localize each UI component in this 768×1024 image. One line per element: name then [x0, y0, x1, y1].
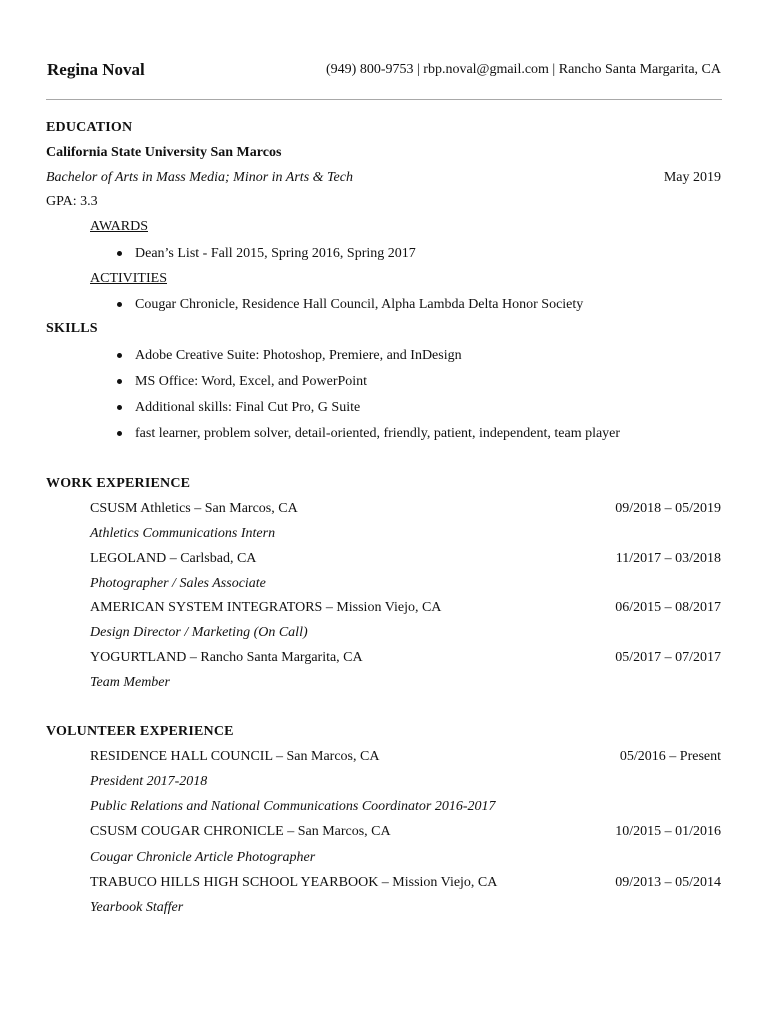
bullet-icon [117, 302, 122, 307]
bullet-icon [117, 405, 122, 410]
school-name: California State University San Marcos [46, 145, 282, 160]
job-dates: 09/2018 – 05/2019 [615, 501, 721, 516]
gpa: GPA: 3.3 [46, 194, 98, 209]
skill-item: fast learner, problem solver, detail-oriented, friendly, patient, independent, team player [135, 426, 621, 441]
job-role: Team Member [90, 675, 170, 690]
graduation-date: May 2019 [663, 170, 721, 185]
volunteer-dates: 09/2013 – 05/2014 [615, 875, 721, 890]
job-dates: 11/2017 – 03/2018 [615, 551, 721, 566]
job-dates: 05/2017 – 07/2017 [615, 650, 721, 665]
contact-info: (949) 800-9753 | rbp.noval@gmail.com | Rancho Santa Margarita, CA [326, 62, 721, 77]
volunteer-dates: 05/2016 – Present [619, 749, 721, 764]
work-heading: WORK EXPERIENCE [46, 476, 191, 491]
skill-item: Adobe Creative Suite: Photoshop, Premiere, and InDesign [135, 348, 462, 363]
header-divider [46, 99, 722, 100]
volunteer-heading: VOLUNTEER EXPERIENCE [46, 724, 234, 739]
volunteer-role: Cougar Chronicle Article Photographer [90, 850, 316, 865]
bullet-icon [117, 353, 122, 358]
activity-item: Cougar Chronicle, Residence Hall Council, Alpha Lambda Delta Honor Society [135, 297, 584, 312]
volunteer-dates: 10/2015 – 01/2016 [615, 824, 721, 839]
volunteer-role: Yearbook Staffer [90, 900, 184, 915]
activities-heading: ACTIVITIES [90, 271, 167, 286]
bullet-icon [117, 379, 122, 384]
bullet-icon [117, 431, 122, 436]
job-org: LEGOLAND – Carlsbad, CA [90, 551, 257, 566]
skill-item: Additional skills: Final Cut Pro, G Suite [135, 400, 361, 415]
job-org: AMERICAN SYSTEM INTEGRATORS – Mission Viejo, CA [90, 600, 442, 615]
skills-heading: SKILLS [46, 321, 98, 336]
job-org: CSUSM Athletics – San Marcos, CA [90, 501, 298, 516]
degree: Bachelor of Arts in Mass Media; Minor in Arts & Tech [46, 170, 353, 185]
awards-heading: AWARDS [90, 219, 148, 234]
volunteer-org: RESIDENCE HALL COUNCIL – San Marcos, CA [90, 749, 380, 764]
skill-item: MS Office: Word, Excel, and PowerPoint [135, 374, 368, 389]
volunteer-role: President 2017-2018 [90, 774, 208, 789]
education-heading: EDUCATION [46, 120, 133, 135]
job-org: YOGURTLAND – Rancho Santa Margarita, CA [90, 650, 363, 665]
job-role: Athletics Communications Intern [90, 526, 276, 541]
job-role: Photographer / Sales Associate [90, 576, 266, 591]
bullet-icon [117, 251, 122, 256]
resume-name: Regina Noval [47, 60, 145, 79]
job-dates: 06/2015 – 08/2017 [615, 600, 721, 615]
job-role: Design Director / Marketing (On Call) [90, 625, 308, 640]
award-item: Dean’s List - Fall 2015, Spring 2016, Spring 2017 [135, 246, 416, 261]
volunteer-org: TRABUCO HILLS HIGH SCHOOL YEARBOOK – Mission Viejo, CA [90, 875, 498, 890]
volunteer-org: CSUSM COUGAR CHRONICLE – San Marcos, CA [90, 824, 391, 839]
volunteer-role: Public Relations and National Communications Coordinator 2016-2017 [90, 799, 496, 814]
